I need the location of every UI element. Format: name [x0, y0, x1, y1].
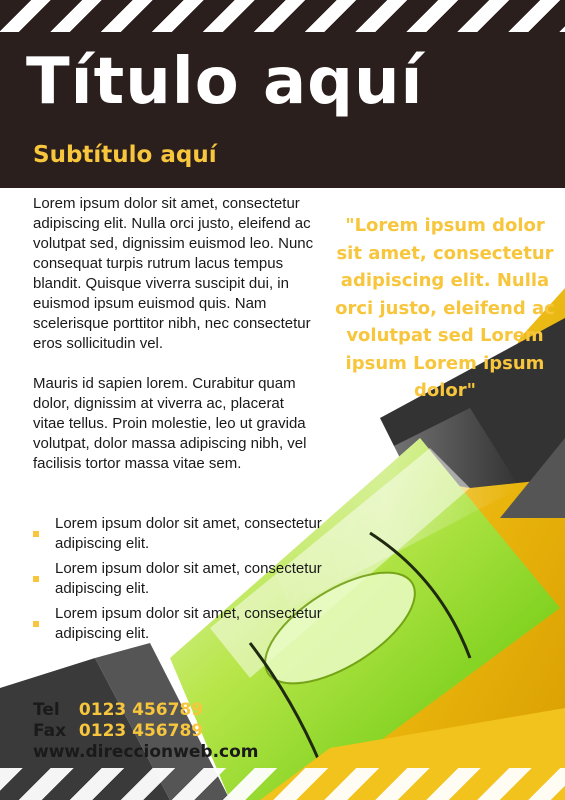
fax-label: Fax	[33, 721, 67, 741]
page-subtitle: Subtítulo aquí	[33, 142, 217, 168]
fax-row	[33, 721, 259, 742]
bullet-square-icon	[33, 576, 39, 582]
contact-block	[33, 700, 259, 763]
page-title: Título aquí	[26, 45, 424, 119]
bullet-square-icon	[33, 531, 39, 537]
list-item	[33, 559, 323, 599]
list-item	[33, 604, 323, 644]
pull-quote: "Lorem ipsum dolor sit amet, consectetur adipiscing elit. Nulla orci justo, eleifend ac volutpat sed Lorem ipsum Lorem ipsum dolor"	[335, 215, 555, 401]
body-text	[33, 194, 318, 494]
hazard-stripes-top	[0, 0, 565, 32]
header-band	[0, 32, 565, 188]
tel-number: 0123 456789	[78, 700, 204, 720]
hazard-stripes-bottom	[0, 768, 565, 800]
bullet-list	[33, 514, 323, 649]
fax-number: 0123 456789	[78, 721, 204, 741]
tel-label: Tel	[33, 700, 60, 720]
list-item	[33, 514, 323, 554]
body-paragraph: Lorem ipsum dolor sit amet, consectetur adipiscing elit. Nulla orci justo, eleifend ac volutpat sed, dignissim euismod leo. Nunc consequat turpis rutrum lacus tempus blandit. Quisque viverra suscipit dui, in euismod ipsum euismod quis. Nam scelerisque porttitor nibh, nec consectetur eros sollicitudin vel.	[33, 195, 314, 352]
bullet-square-icon	[33, 621, 39, 627]
list-item-text: Lorem ipsum dolor sit amet, consectetur adipiscing elit.	[55, 515, 322, 552]
tel-row	[33, 700, 259, 721]
body-paragraph: Mauris id sapien lorem. Curabitur quam dolor, dignissim at viverra ac, placerat vitae tellus. Proin molestie, leo ut gravida volutpat, dolor massa adipiscing nibh, vel facilisis tortor massa vitae sem.	[33, 375, 307, 472]
list-item-text: Lorem ipsum dolor sit amet, consectetur adipiscing elit.	[55, 560, 322, 597]
list-item-text: Lorem ipsum dolor sit amet, consectetur adipiscing elit.	[55, 605, 322, 642]
website-link[interactable]: www.direccionweb.com	[33, 742, 259, 762]
